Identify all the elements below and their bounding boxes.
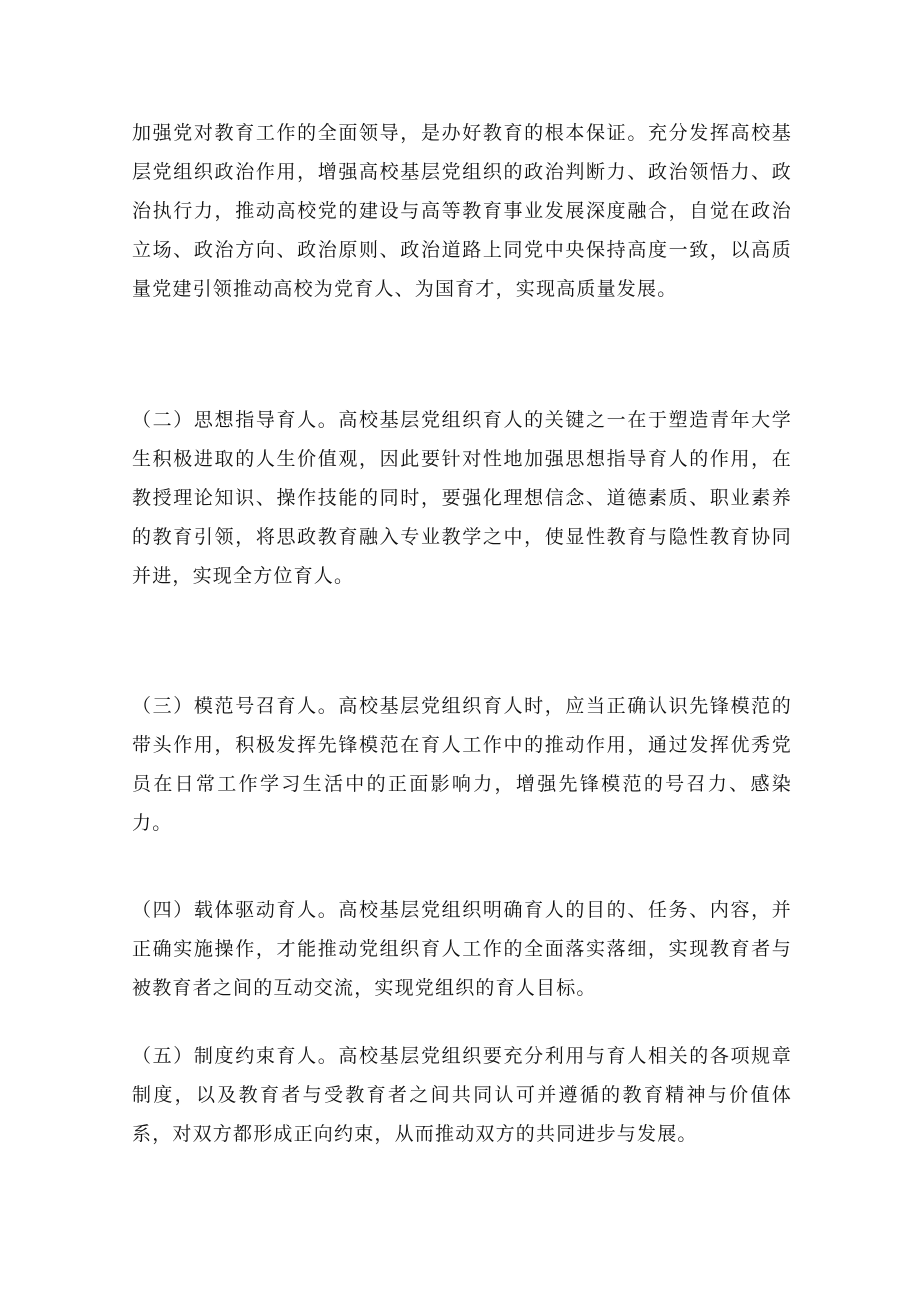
paragraph-role-model: （三）模范号召育人。高校基层党组织育人时，应当正确认识先锋模范的带头作用，积极发挥先锋模范在育人工作中的推动作用，通过发挥优秀党员在日常工作学习生活中的正面影响力，增强先锋模范的号召力、感染力。 [132,695,792,834]
paragraph-institutional-constraint: （五）制度约束育人。高校基层党组织要充分利用与育人相关的各项规章制度，以及教育者与受教育者之间共同认可并遵循的教育精神与价值体系，对双方都形成正向约束，从而推动双方的共同进步与发展。 [132,1045,792,1145]
paragraph-party-leadership: 加强党对教育工作的全面领导，是办好教育的根本保证。充分发挥高校基层党组织政治作用，增强高校基层党组织的政治判断力、政治领悟力、政治执行力，推动高校党的建设与高等教育事业发展深度融合，自觉在政治立场、政治方向、政治原则、政治道路上同党中央保持高度一致，以高质量党建引领推动高校为党育人、为国育才，实现高质量发展。 [132,122,792,300]
paragraph-carrier-driven: （四）载体驱动育人。高校基层党组织明确育人的目的、任务、内容，并正确实施操作，才能推动党组织育人工作的全面落实落细，实现教育者与被教育者之间的互动交流，实现党组织的育人目标。 [132,899,792,999]
paragraph-ideological-guidance: （二）思想指导育人。高校基层党组织育人的关键之一在于塑造青年大学生积极进取的人生价值观，因此要针对性地加强思想指导育人的作用，在教授理论知识、操作技能的同时，要强化理想信念、道德素质、职业素养的教育引领，将思政教育融入专业教学之中，使显性教育与隐性教育协同并进，实现全方位育人。 [132,409,792,587]
